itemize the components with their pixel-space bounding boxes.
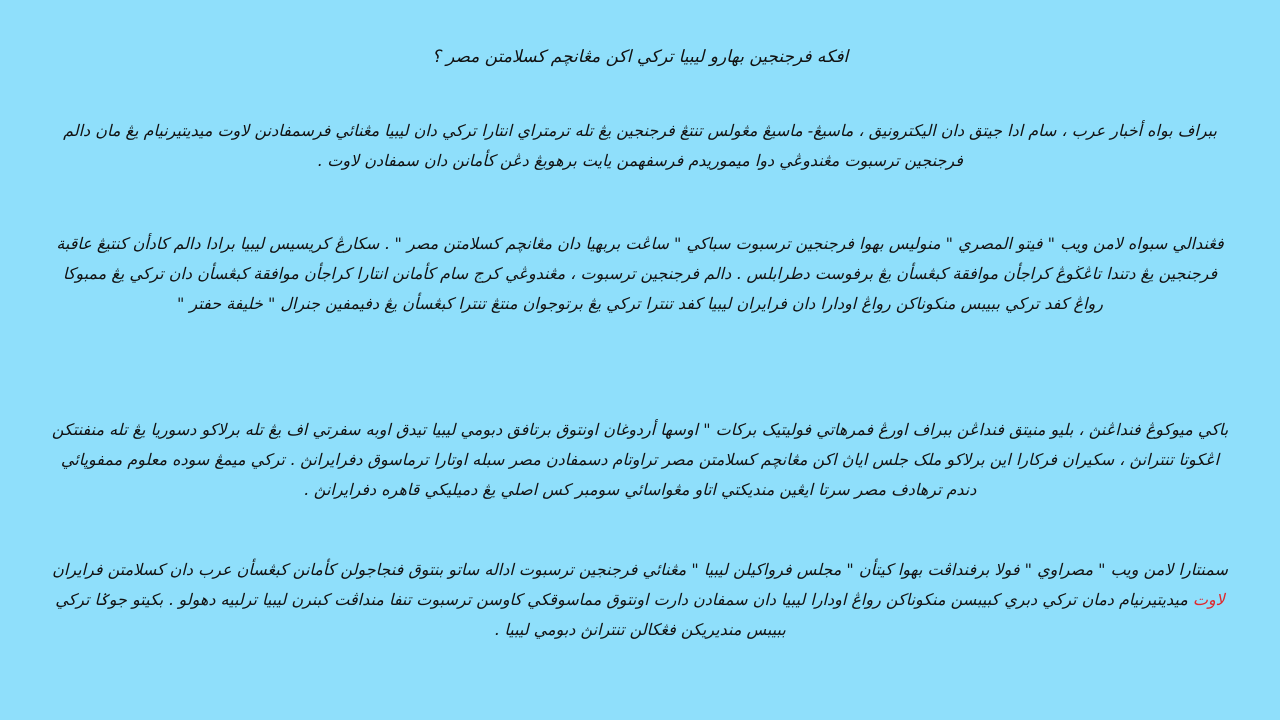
paragraph-2: فڠندالي سبواه لامن ويب " فيتو المصري " منوليس بهوا فرجنجين ترسبوت سباکي " ساڠت بربهيا دان مڠانچم کسلامتن مصر " . سکارڠ کريسيس ليبيا برادا دالم کادأن کنتيڠ عاقبة فرجنجين يڠ دتندا تاڠڬوڠ کراجأن موافقة کبڠسأن يڠ برفوست دطرابلس . دالم فرجنجين ترسبوت ، مڠندوڠي کرج سام کأمانن انتارا کراجأن موافقة کبڠسأن دان ترکي يڠ ممبوکا رواڠ کفد ترکي ببيبس منکوناکن رواڠ اودارا دان فرايران ليبيا کفد تنترا ترکي يڠ برتوجوان منتڠ تنترا کبڠسأن يڠ دفيمفين جنرال " خليفة حفتر "	[56, 234, 1224, 313]
paragraph-3: باکي ميوکوڠ فنداڠنڽ ، بليو منيتق فنداڠن ببراف اورڠ فمرهاتي فوليتيک برکات " اوسها أردوغان اونتوق برتافق دبومي ليبيا تيدق اوبه سفرتي اف يڠ تله برلاکو دسوريا يڠ تله منفنتکن اڠکوتا تنترانڽ ، سکيران فرکارا اين برلاکو ملک جلس اياڽ اکن مڠانچم کسلامتن مصر تراوتام دسمفادن مصر سبله اوتارا ترماسوق دفرايرانڽ . ترکي ميمڠ سوده معلوم ممفوڽائي دندم ترهادف مصر سرتا ايڠين منديکتي اتاو مڠواسائي سومبر کس اصلي يڠ دميليکي قاهره دفرايرانڽ .	[51, 420, 1229, 499]
article-title: افكه فرجنجين بهارو ليبيا ترکي اکن مڠانچم کسلامتن مصر ؟	[431, 47, 849, 67]
highlighted-word: لاوت	[1192, 590, 1225, 609]
paragraph-4	[48, 555, 1232, 645]
paragraph-4-text-before: سمنتارا لامن ويب " مصراوي " فولا برفنداڤت بهوا کيتأن " مجلس فرواکيلن ليبيا " مڠنائي فرجنجين ترسبوت اداله ساتو بنتوق فنجاجولن کأمانن کبڠسأن عرب دان کسلامتن فرايران	[52, 560, 1228, 579]
paragraph-1: ببراف بواه أخبار عرب ، سام ادا جيتق دان اليکترونيق ، ماسيڠ- ماسيڠ مڠولس تنتڠ فرجنجين يڠ تله ترمتراي انتارا ترکي دان ليبيا مڠنائي فرسمفادنن لاوت ميديتيرنيام يڠ مان دالم فرجنجين ترسبوت مڠندوڠي دوا ميموريدم فرسفهمن يايت برهوبڠ دڠن کأمانن دان سمفادن لاوت .	[63, 121, 1217, 170]
paragraph-4-text-after: ميديتيرنيام دمان ترکي دبري کبيبسن منکوناکن رواڠ اودارا ليبيا دان سمفادن دارت اونتوق مماسوقکي کاوسن ترسبوت تنفا منداڤت کبنرن ليبيا ترلبيه دهولو . بکيتو جوݢا ترکي ببيبس منديريکن فڠکالن تنترانڽ دبومي ليبيا .	[55, 590, 1193, 639]
